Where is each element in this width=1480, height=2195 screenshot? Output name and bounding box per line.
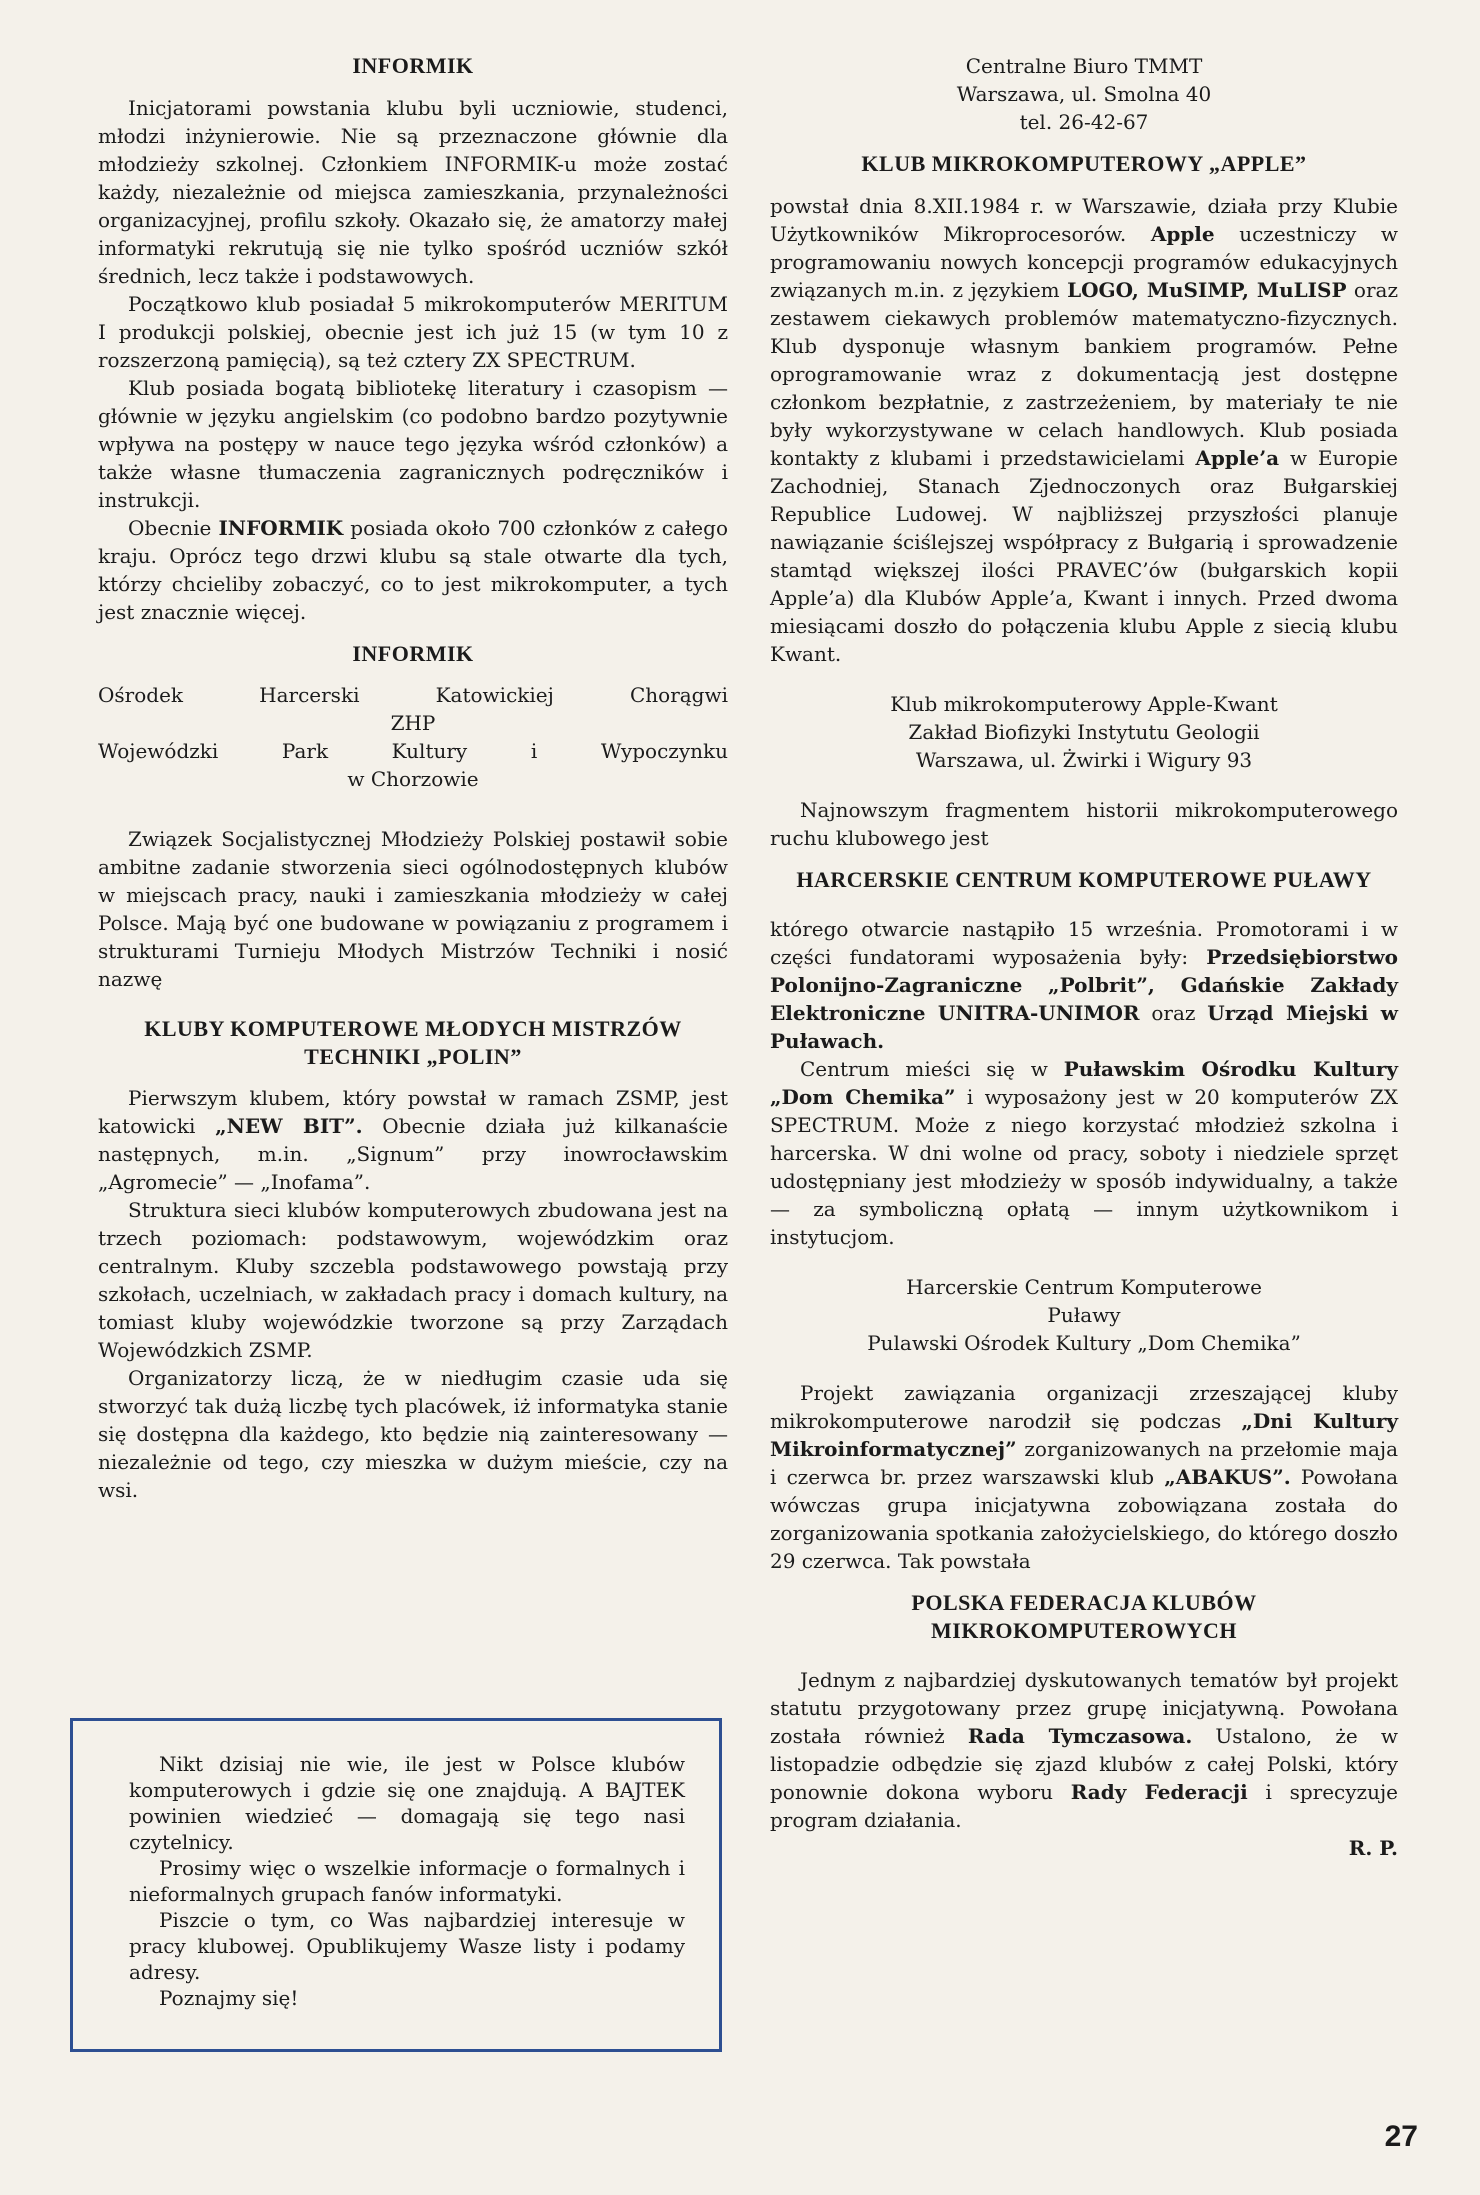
informik-paragraph-4: Obecnie INFORMIK posiada około 700 członków z całego kraju. Oprócz tego drzwi klubu są stale otwarte dla tych, którzy chcieliby zobaczyć, co to jest mikrokomputer, a tych jest znacznie więcej. <box>98 515 728 624</box>
apple-paragraph: powstał dnia 8.XII.1984 r. w Warszawie, działa przy Klubie Użytkowników Mikroprocesorów. Apple uczestniczy w programowaniu nowych koncepcji programów edukacyjnych związanych m.in. z językiem LOGO, MuSIMP, MuLISP oraz zestawem ciekawych problemów matematyczno-fizycznych. Klub dysponuje własnym bankiem programów. Pełne oprogramowanie wraz z dokumentacją jest dostępne członkom bezpłatnie, z zastrzeżeniem, by materiały te nie były wykorzystywane w celach handlowych. Klub posiada kontakty z klubami i przedstawicielami Apple’a w Europie Zachodniej, Stanach Zjednoczonych oraz Bułgarskiej Republice Ludowej. W najbliższej przyszłości planuje nawiązanie ściślejszej współpracy z Bułgarią i sprowadzenie stamtąd większej ilości PRAVEC’ów (bułgarskich kopii Apple’a) dla Klubów Apple’a, Kwant i innych. Przed dwoma miesiącami doszło do połączenia klubu Apple z siecią klubu Kwant. <box>770 193 1399 666</box>
author-signature: R. P. <box>1348 1836 1398 1860</box>
federation-paragraph-1: Projekt zawiązania organizacji zrzeszającej kluby mikrokomputerowe narodził się podczas „Dni Kultury Mikroinformatycznej” zorganizowanych na przełomie maja i czerwca br. przez warszawski klub „ABAKUS”. Powołana wówczas grupa inicjatywna zobowiązana została do zorganizowania spotkania założycielskiego, do którego doszło 29 czerwca. Tak powstała <box>770 1381 1398 1573</box>
informik-address-line-4: w Chorzowie <box>347 767 479 791</box>
appeal-paragraph-4: Poznajmy się! <box>159 1986 299 2010</box>
apple-address-line-1: Klub mikrokomputerowy Apple-Kwant <box>890 691 1278 716</box>
federation-paragraph-2: Jednym z najbardziej dyskutowanych tematów był projekt statutu przygotowany przez grupę inicjatywną. Powołana została również Rada Tymczasowa. Ustalono, że w listopadzie odbędzie się zjazd klubów z całej Polski, który ponownie dokona wyboru Rady Federacji i sprecyzuje program działania. <box>770 1668 1399 1832</box>
informik-paragraph-1: Inicjatorami powstania klubu byli uczniowie, studenci, młodzi inżynierowie. Nie są przeznaczone głównie dla młodzieży szkolnej. Członkiem INFORMIK-u może zostać każdy, niezależnie od miejsca zamieszkania, przynależności organizacyjnej, profilu szkoły. Okazało się, że amatorzy małej informatyki rekrutują się nie tylko spośród uczniów szkół średnich, lecz także i podstawowych. <box>98 95 728 288</box>
left-column <box>98 52 728 1504</box>
federation-heading: POLSKA FEDERACJA KLUBÓW MIKROKOMPUTEROWYCH <box>911 1590 1257 1643</box>
right-column <box>770 52 1398 1862</box>
apple-address-line-2: Zakład Biofizyki Instytutu Geologii <box>908 719 1260 744</box>
apple-heading: KLUB MIKROKOMPUTEROWY „APPLE” <box>861 151 1307 176</box>
apple-address-line-3: Warszawa, ul. Żwirki i Wigury 93 <box>915 747 1253 772</box>
informik-heading: INFORMIK <box>352 53 474 78</box>
informik-paragraph-2: Początkowo klub posiadał 5 mikrokomputerów MERITUM I produkcji polskiej, obecnie jest ich już 15 (w tym 10 z rozszerzoną pamięcią), są też cztery ZX SPECTRUM. <box>98 291 728 372</box>
polin-heading: KLUBY KOMPUTEROWE MŁODYCH MISTRZÓW TECHNIKI „POLIN” <box>144 1016 682 1069</box>
harcerskie-address-line-3: Pulawski Ośrodek Kultury „Dom Chemika” <box>867 1331 1301 1355</box>
appeal-paragraph-2: Prosimy więc o wszelkie informacje o formalnych i nieformalnych grupach fanów informatyki. <box>129 1856 685 1906</box>
polin-paragraph-1: Pierwszym klubem, który powstał w ramach ZSMP, jest katowicki „NEW BIT”. Obecnie działa już kilkanaście następnych, m.in. „Signum” przy inowrocławskim „Agromecie” — „Inofama”. <box>98 1086 728 1194</box>
tmmt-address-line-3: tel. 26-42-67 <box>1019 110 1149 134</box>
harcerskie-paragraph-2: Centrum mieści się w Puławskim Ośrodku Kultury „Dom Chemika” i wyposażony jest w 20 komputerów ZX SPECTRUM. Może z niego korzystać młodzież szkolna i harcerska. W dni wolne od pracy, soboty i niedziele sprzęt udostępniany jest młodzieży w sposób indywidualny, a także — za symboliczną opłatą — innym użytkownikom i instytucjom. <box>770 1057 1398 1249</box>
tmmt-address-line-2: Warszawa, ul. Smolna 40 <box>956 82 1212 106</box>
polin-paragraph-2: Struktura sieci klubów komputerowych zbudowana jest na trzech poziomach: podstawowym, wojewódzkim oraz centralnym. Kluby szczebla podstawowego powstają przy szkołach, uczelniach, w zakładach pracy i domach kultury, na tomiast kluby wojewódzkie tworzone są przy Zarządach Wojewódzkich ZSMP. <box>98 1198 728 1362</box>
informik-address-line-3: Wojewódzki Park Kultury i Wypoczynku <box>98 739 728 763</box>
informik-address-line-1: Ośrodek Harcerski Katowickiej Chorągwi <box>98 683 728 707</box>
harcerskie-paragraph-1: którego otwarcie nastąpiło 15 września. Promotorami i w części fundatorami wyposażenia były: Przedsiębiorstwo Polonijno-Zagraniczne „Polbrit”, Gdańskie Zakłady Elektroniczne UNITRA-UNIMOR oraz Urząd Miejski w Puławach. <box>770 917 1398 1053</box>
page-number: 27 <box>1384 2120 1418 2153</box>
zsmp-paragraph: Związek Socjalistycznej Młodzieży Polskiej postawił sobie ambitne zadanie stworzenia sieci ogólnodostępnych klubów w miejscach pracy, nauki i zamieszkania młodzieży w całej Polsce. Mają być one budowane w powiązaniu z programem i strukturami Turnieju Młodych Mistrzów Techniki i nosić nazwę <box>98 827 728 991</box>
polin-paragraph-3: Organizatorzy liczą, że w niedługim czasie uda się stworzyć tak dużą liczbę tych placówek, iż informatyka stanie się dostępna dla każdego, kto będzie nią zainteresowany — niezależnie od tego, czy mieszka w dużym mieście, czy na wsi. <box>98 1366 728 1502</box>
harcerskie-heading: HARCERSKIE CENTRUM KOMPUTEROWE PUŁAWY <box>796 866 1372 892</box>
appeal-paragraph-1: Nikt dzisiaj nie wie, ile jest w Polsce klubów komputerowych i gdzie się one znajdują. A BAJTEK powinien wiedzieć — domagają się tego nasi czytelnicy. <box>129 1752 685 1854</box>
signature-row <box>770 1834 1398 1862</box>
harcerskie-intro: Najnowszym fragmentem historii mikrokomputerowego ruchu klubowego jest <box>770 797 1398 850</box>
informik-address-line-2: ZHP <box>390 711 436 735</box>
harcerskie-address-line-1: Harcerskie Centrum Komputerowe <box>906 1275 1262 1299</box>
tmmt-address-line-1: Centralne Biuro TMMT <box>965 54 1203 78</box>
informik-paragraph-3: Klub posiada bogatą bibliotekę literatury i czasopism — głównie w języku angielskim (co podobno bardzo pozytywnie wpływa na postępy w nauce tego języka wśród członków) a także własne tłumaczenia zagranicznych podręczników i instrukcji. <box>98 375 728 512</box>
appeal-paragraph-3: Piszcie o tym, co Was najbardziej interesuje w pracy klubowej. Opublikujemy Wasze listy i podamy adresy. <box>129 1908 685 1984</box>
reader-appeal-box <box>70 1718 722 2052</box>
harcerskie-address-line-2: Puławy <box>1047 1303 1121 1327</box>
informik-address-title: INFORMIK <box>352 640 474 666</box>
